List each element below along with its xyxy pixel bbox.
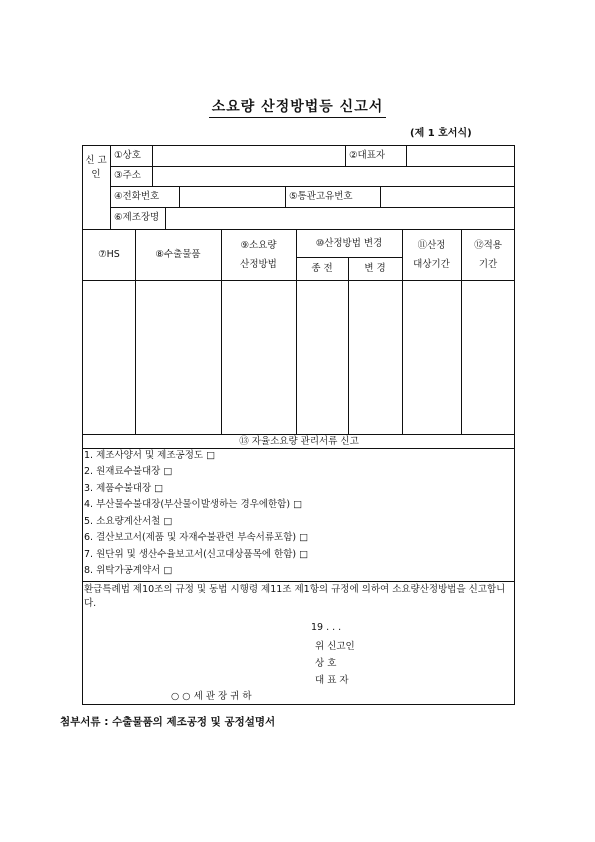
method-change-header: ⑩산정방법 변경: [315, 238, 383, 249]
docs-item: 3. 제품수불대장 □: [84, 483, 164, 494]
after-header: 변 경: [364, 263, 386, 274]
customs-id-label: ⑤통관고유번호: [289, 191, 353, 202]
signer-representative: 대 표 자: [315, 675, 349, 686]
row-divider: [296, 257, 402, 258]
col-divider: [348, 257, 349, 434]
docs-item: 5. 소요량계산서철 □: [84, 516, 173, 527]
apply-period-header-line1: ⑫적용: [474, 240, 502, 251]
row-divider: [83, 448, 515, 449]
col-divider: [110, 146, 111, 229]
col-divider: [165, 207, 166, 229]
address-label: ③주소: [114, 170, 141, 181]
col-divider: [179, 186, 180, 207]
attachments-note: 첨부서류 : 수출물품의 제조공정 및 공정설명서: [60, 716, 276, 728]
target-period-header-line1: ⑪산정: [417, 240, 446, 251]
docs-item: 4. 부산물수불대장(부산물이발생하는 경우에한함) □: [84, 499, 303, 510]
col-divider: [345, 146, 346, 166]
row-divider: [110, 186, 515, 187]
calc-method-header-line2: 산정방법: [240, 259, 277, 270]
col-divider: [380, 186, 381, 207]
target-period-header-line2: 대상기간: [413, 259, 450, 270]
signer-company: 상 호: [315, 658, 337, 669]
row-divider: [83, 434, 515, 435]
col-divider: [296, 229, 297, 434]
factory-label: ⑥제조장명: [114, 212, 160, 223]
signer-applicant: 위 신고인: [315, 641, 355, 652]
date-line: 19 . . .: [311, 622, 342, 633]
row-divider: [83, 280, 515, 281]
export-item-header: ⑧수출물품: [155, 249, 201, 260]
docs-item: 7. 원단위 및 생산수율보고서(신고대상품목에 한함) □: [84, 549, 309, 560]
hs-header: ⑦HS: [98, 249, 120, 260]
docs-item: 1. 제조사양서 및 제조공정도 □: [84, 450, 216, 461]
calc-method-header-line1: ⑨소요량: [240, 240, 277, 251]
docs-header: ⑬ 자율소요량 관리서류 신고: [239, 436, 359, 447]
form-title: [0, 96, 595, 118]
company-label: ①상호: [114, 150, 141, 161]
form-number: (제 1 호서식): [410, 128, 472, 139]
col-divider: [406, 146, 407, 166]
form-title-text: 소요량 산정방법등 신고서: [209, 96, 387, 118]
representative-label: ②대표자: [349, 150, 386, 161]
col-divider: [285, 186, 286, 207]
docs-item: 8. 위탁가공계약서 □: [84, 565, 173, 576]
docs-item: 6. 결산보고서(제품 및 자재수불관련 부속서류포함) □: [84, 532, 309, 543]
declaration-text: 환급특례법 제10조의 규정 및 동법 시행령 제11조 제1항의 규정에 의하여 소요량산정방법을 신고합니다.: [84, 584, 506, 609]
applicant-section-label: 신 고 인: [85, 155, 107, 180]
apply-period-header-line2: 기간: [478, 259, 498, 270]
row-divider: [110, 207, 515, 208]
form-table: [82, 145, 515, 705]
row-divider: [83, 581, 515, 582]
row-divider: [110, 166, 515, 167]
col-divider: [152, 146, 153, 186]
addressee: ○ ○ 세 관 장 귀 하: [171, 691, 252, 702]
before-header: 종 전: [311, 263, 333, 274]
row-divider: [83, 229, 515, 230]
docs-item: 2. 원재료수불대장 □: [84, 466, 173, 477]
phone-label: ④전화번호: [114, 191, 160, 202]
